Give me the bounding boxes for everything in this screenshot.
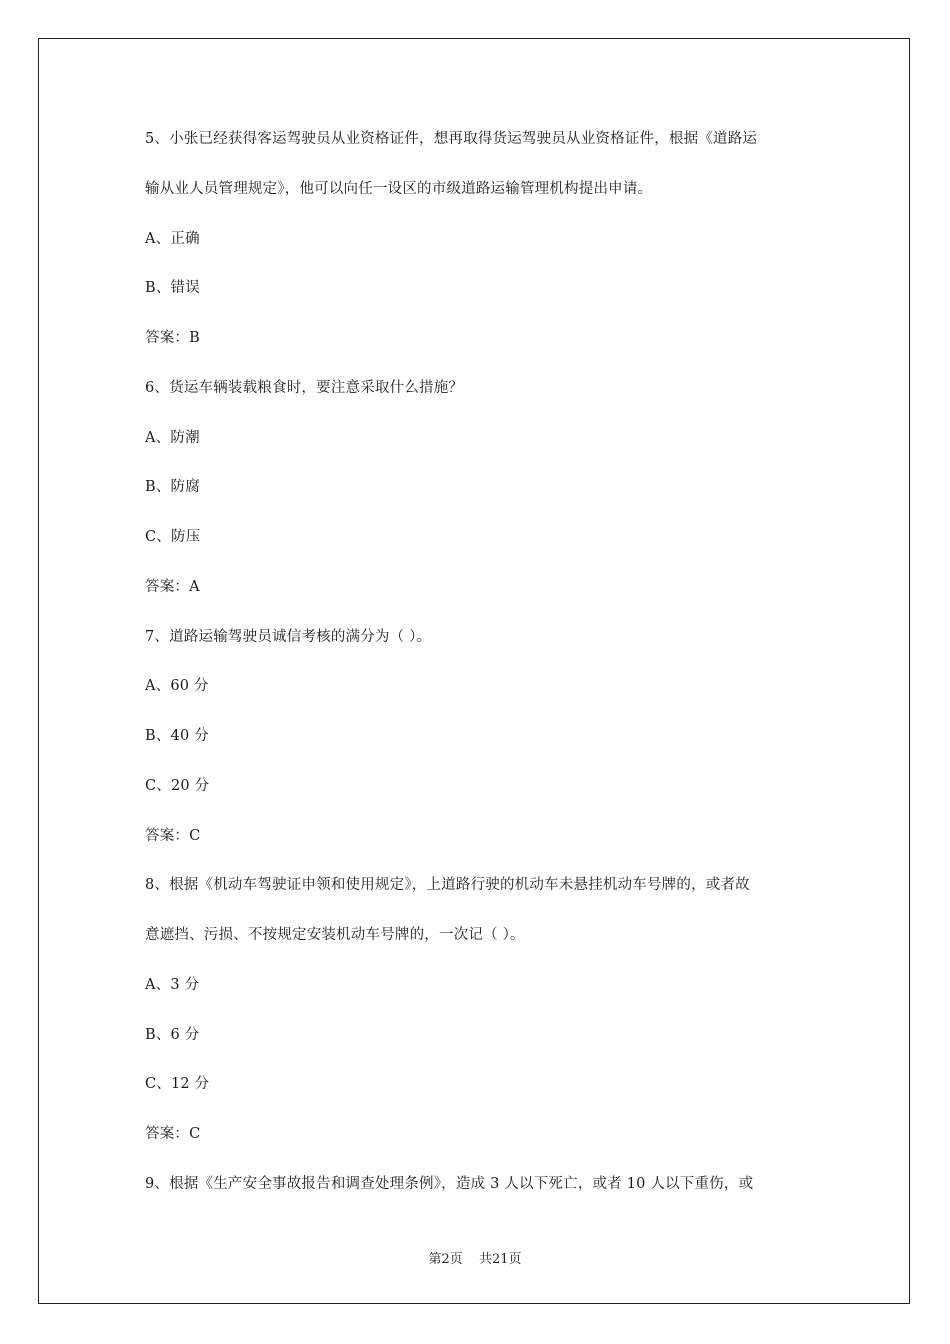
q8-answer: 答案：C bbox=[145, 1126, 201, 1142]
q7-answer: 答案：C bbox=[145, 827, 201, 844]
q6-stem: 6、货运车辆装载粮食时，要注意采取什么措施？ bbox=[145, 379, 464, 396]
page-number: 第2页 bbox=[428, 1252, 463, 1267]
q5-option-b: B、错误 bbox=[145, 280, 200, 297]
q6-option-c: C、防压 bbox=[145, 529, 201, 545]
q6-answer: 答案：A bbox=[145, 578, 200, 595]
page-footer bbox=[0, 1248, 950, 1267]
q8-stem-line-2: 意遮挡、污损、不按规定安装机动车号牌的，一次记（ ）。 bbox=[145, 927, 525, 943]
q7-option-a: A、60 分 bbox=[145, 678, 209, 695]
q5-option-a: A、正确 bbox=[145, 230, 200, 247]
q8-option-b: B、6 分 bbox=[145, 1026, 200, 1043]
document-body bbox=[145, 126, 815, 1221]
q8-option-a: A、3 分 bbox=[145, 976, 200, 993]
page-total: 共21页 bbox=[478, 1252, 522, 1267]
q6-option-b: B、防腐 bbox=[145, 479, 200, 496]
q6-option-a: A、防潮 bbox=[145, 429, 200, 446]
q5-stem-line-1: 5、小张已经获得客运驾驶员从业资格证件，想再取得货运驾驶员从业资格证件，根据《道路运 bbox=[145, 131, 758, 147]
q7-option-c: C、20 分 bbox=[145, 777, 210, 794]
q8-stem-line-1: 8、根据《机动车驾驶证申领和使用规定》，上道路行驶的机动车未悬挂机动车号牌的，或者故 bbox=[145, 877, 750, 894]
q9-stem-line-1: 9、根据《生产安全事故报告和调查处理条例》，造成 3 人以下死亡，或者 10 人以下重伤，或 bbox=[145, 1175, 754, 1192]
q5-stem-line-2: 输从业人员管理规定》，他可以向任一设区的市级道路运输管理机构提出申请。 bbox=[145, 180, 653, 197]
q7-option-b: B、40 分 bbox=[145, 728, 209, 744]
q8-option-c: C、12 分 bbox=[145, 1076, 210, 1093]
q7-stem: 7、道路运输驾驶员诚信考核的满分为（ ）。 bbox=[145, 628, 432, 645]
q5-answer: 答案：B bbox=[145, 330, 200, 346]
